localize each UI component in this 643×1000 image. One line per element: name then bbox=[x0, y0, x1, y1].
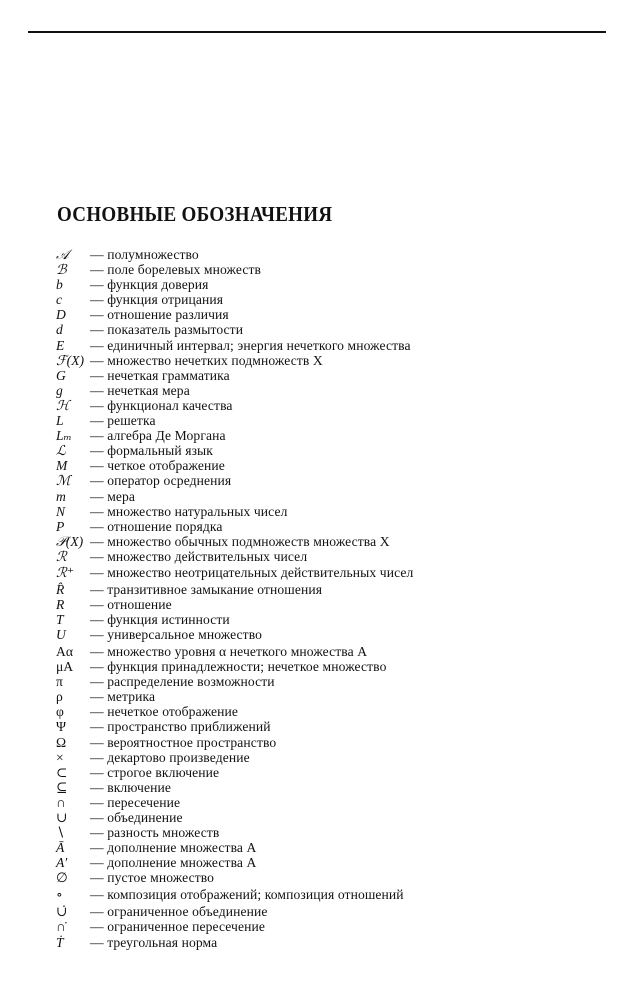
notation-symbol: ⊆ bbox=[56, 779, 68, 795]
notation-row bbox=[56, 292, 616, 307]
notation-row bbox=[56, 262, 616, 277]
notation-description: — отношение различия bbox=[90, 307, 616, 322]
notation-row bbox=[56, 795, 616, 810]
notation-symbol: Ā bbox=[56, 840, 65, 856]
notation-description: — пространство приближений bbox=[90, 719, 616, 734]
notation-symbol: ℒ bbox=[56, 443, 66, 459]
notation-description: — четкое отображение bbox=[90, 458, 616, 473]
notation-row bbox=[56, 458, 616, 473]
notation-description: — строгое включение bbox=[90, 765, 616, 780]
notation-symbol: Ψ bbox=[56, 719, 67, 735]
notation-row bbox=[56, 383, 616, 398]
notation-row bbox=[56, 840, 616, 855]
notation-symbol: R̂ bbox=[56, 582, 65, 598]
notation-symbol: ∪ bbox=[56, 809, 68, 825]
notation-row bbox=[56, 765, 616, 780]
notation-symbol: ℬ bbox=[56, 262, 67, 278]
notation-description: — распределение возможности bbox=[90, 674, 616, 689]
notation-description: — алгебра Де Моргана bbox=[90, 428, 616, 443]
notation-row bbox=[56, 659, 616, 674]
notation-row bbox=[56, 247, 616, 262]
notation-description: — полумножество bbox=[90, 247, 616, 262]
notation-description: — множество обычных подмножеств множества X bbox=[90, 534, 616, 549]
notation-symbol: E bbox=[56, 337, 65, 353]
notation-row bbox=[56, 644, 616, 659]
notation-description: — множество неотрицательных действительных чисел bbox=[90, 565, 616, 580]
notation-description: — пересечение bbox=[90, 795, 616, 810]
notation-description: — функция доверия bbox=[90, 277, 616, 292]
notation-row bbox=[56, 582, 616, 597]
notation-row bbox=[56, 904, 616, 919]
notation-description: — функция отрицания bbox=[90, 292, 616, 307]
notation-description: — нечеткая грамматика bbox=[90, 368, 616, 383]
notation-symbol: ℋ bbox=[56, 397, 70, 413]
notation-description: — показатель размытости bbox=[90, 322, 616, 337]
notation-row bbox=[56, 627, 616, 642]
notation-symbol: b bbox=[56, 277, 63, 293]
notation-row bbox=[56, 428, 616, 443]
page-title: ОСНОВНЫЕ ОБОЗНАЧЕНИЯ bbox=[57, 203, 333, 227]
notation-row bbox=[56, 322, 616, 337]
notation-row bbox=[56, 565, 616, 580]
notation-symbol: ℛ bbox=[56, 548, 67, 564]
notation-symbol: ⊂ bbox=[56, 764, 68, 780]
notation-description: — нечеткая мера bbox=[90, 383, 616, 398]
notation-description: — отношение порядка bbox=[90, 519, 616, 534]
notation-description: — дополнение множества A bbox=[90, 855, 616, 870]
notation-row bbox=[56, 689, 616, 704]
notation-symbol: Ω bbox=[56, 734, 67, 750]
notation-description: — композиция отображений; композиция отношений bbox=[90, 887, 616, 902]
notation-symbol: ∪̇ bbox=[56, 903, 68, 919]
notation-row bbox=[56, 443, 616, 458]
notation-row bbox=[56, 870, 616, 885]
notation-description: — ограниченное объединение bbox=[90, 904, 616, 919]
notation-symbol: d bbox=[56, 322, 63, 338]
notation-row bbox=[56, 549, 616, 564]
notation-symbol: g bbox=[56, 382, 63, 398]
notation-description: — объединение bbox=[90, 810, 616, 825]
notation-symbol: ∅ bbox=[56, 870, 68, 886]
notation-symbol: N bbox=[56, 503, 66, 519]
notation-row bbox=[56, 368, 616, 383]
notation-description: — функционал качества bbox=[90, 398, 616, 413]
notation-row bbox=[56, 307, 616, 322]
notation-symbol: ℱ(X) bbox=[56, 352, 85, 368]
notation-description: — множество уровня α нечеткого множества A bbox=[90, 644, 616, 659]
notation-description: — вероятностное пространство bbox=[90, 735, 616, 750]
notation-description: — единичный интервал; энергия нечеткого множества bbox=[90, 338, 616, 353]
notation-description: — метрика bbox=[90, 689, 616, 704]
notation-symbol: ∩̇ bbox=[56, 918, 66, 934]
notation-row bbox=[56, 935, 616, 950]
notation-symbol: ∖ bbox=[56, 825, 65, 841]
notation-symbol: Ṫ bbox=[56, 935, 64, 951]
notation-row bbox=[56, 534, 616, 549]
notation-symbol: Aα bbox=[56, 643, 73, 659]
notation-description: — множество натуральных чисел bbox=[90, 504, 616, 519]
notation-symbol: ∩ bbox=[56, 794, 66, 810]
notation-symbol: T bbox=[56, 612, 64, 628]
notation-symbol: L bbox=[56, 413, 64, 429]
notation-symbol: ℳ bbox=[56, 473, 71, 489]
notation-row bbox=[56, 612, 616, 627]
top-rule bbox=[28, 31, 606, 33]
notation-symbol: D bbox=[56, 307, 66, 323]
notation-symbol: R bbox=[56, 597, 65, 613]
notation-description: — транзитивное замыкание отношения bbox=[90, 582, 616, 597]
notation-symbol: Lₘ bbox=[56, 428, 72, 444]
notation-row bbox=[56, 473, 616, 488]
notation-description: — решетка bbox=[90, 413, 616, 428]
notation-symbol: G bbox=[56, 367, 66, 383]
notation-row bbox=[56, 597, 616, 612]
notation-list bbox=[56, 247, 616, 950]
notation-description: — множество нечетких подмножеств X bbox=[90, 353, 616, 368]
notation-symbol: ∘ bbox=[56, 886, 63, 902]
notation-row bbox=[56, 825, 616, 840]
notation-symbol: π bbox=[56, 674, 63, 690]
notation-row bbox=[56, 887, 616, 902]
notation-row bbox=[56, 338, 616, 353]
notation-description: — нечеткое отображение bbox=[90, 704, 616, 719]
notation-symbol: A′ bbox=[56, 855, 68, 871]
notation-row bbox=[56, 504, 616, 519]
notation-description: — пустое множество bbox=[90, 870, 616, 885]
notation-row bbox=[56, 674, 616, 689]
notation-symbol: × bbox=[56, 749, 64, 765]
notation-description: — множество действительных чисел bbox=[90, 549, 616, 564]
notation-symbol: μA bbox=[56, 659, 74, 675]
notation-description: — мера bbox=[90, 489, 616, 504]
notation-description: — универсальное множество bbox=[90, 627, 616, 642]
notation-description: — разность множеств bbox=[90, 825, 616, 840]
notation-symbol: U bbox=[56, 627, 66, 643]
notation-row bbox=[56, 750, 616, 765]
notation-description: — дополнение множества A bbox=[90, 840, 616, 855]
notation-description: — ограниченное пересечение bbox=[90, 919, 616, 934]
notation-symbol: c bbox=[56, 292, 63, 308]
notation-row bbox=[56, 919, 616, 934]
notation-row bbox=[56, 353, 616, 368]
notation-description: — треугольная норма bbox=[90, 935, 616, 950]
notation-symbol: φ bbox=[56, 704, 64, 720]
notation-description: — функция принадлежности; нечеткое множество bbox=[90, 659, 616, 674]
notation-row bbox=[56, 277, 616, 292]
notation-symbol: 𝒫(X) bbox=[56, 533, 84, 549]
notation-row bbox=[56, 398, 616, 413]
notation-row bbox=[56, 780, 616, 795]
notation-row bbox=[56, 735, 616, 750]
notation-row bbox=[56, 704, 616, 719]
notation-description: — отношение bbox=[90, 597, 616, 612]
notation-symbol: ρ bbox=[56, 689, 63, 705]
notation-row bbox=[56, 855, 616, 870]
notation-row bbox=[56, 719, 616, 734]
notation-description: — поле борелевых множеств bbox=[90, 262, 616, 277]
notation-description: — декартово произведение bbox=[90, 750, 616, 765]
notation-row bbox=[56, 519, 616, 534]
notation-description: — функция истинности bbox=[90, 612, 616, 627]
notation-symbol: 𝒜 bbox=[56, 247, 69, 262]
notation-description: — оператор осреднения bbox=[90, 473, 616, 488]
notation-description: — включение bbox=[90, 780, 616, 795]
notation-row bbox=[56, 489, 616, 504]
notation-row bbox=[56, 810, 616, 825]
notation-symbol: M bbox=[56, 458, 68, 474]
notation-description: — формальный язык bbox=[90, 443, 616, 458]
notation-symbol: P bbox=[56, 518, 65, 534]
notation-symbol: ℛ⁺ bbox=[56, 565, 75, 581]
notation-row bbox=[56, 413, 616, 428]
notation-symbol: m bbox=[56, 488, 66, 504]
